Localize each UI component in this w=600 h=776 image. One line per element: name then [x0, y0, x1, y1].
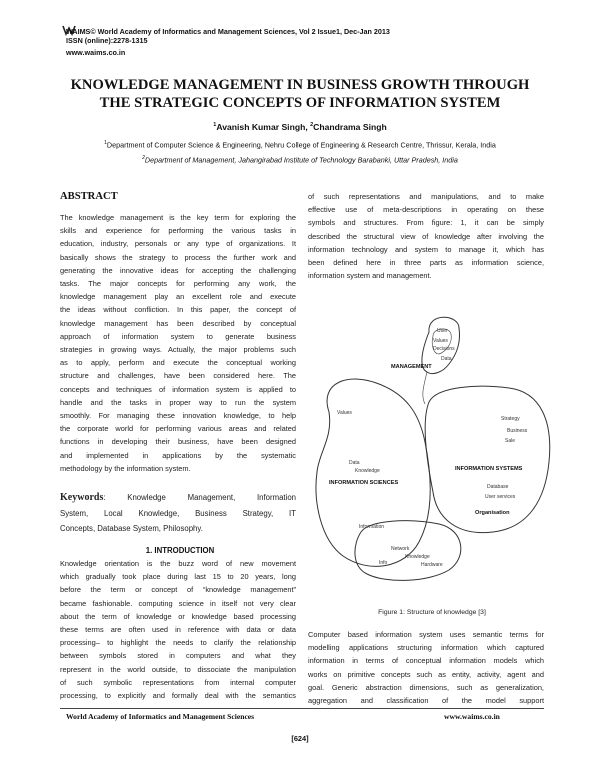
abstract-line: approach of information system to generate business — [60, 331, 296, 341]
abstract-line: handle and the tasks in proper way to run the system — [60, 397, 296, 407]
label-business: Business — [507, 428, 528, 434]
author-1-marker: 1 — [213, 122, 217, 129]
footer-rule — [60, 708, 544, 709]
intro-line: about the term of knowledge or knowledge based processing — [60, 611, 296, 621]
right-top-line: of such representations and manipulations, and to make — [308, 192, 544, 201]
right-top-line: been defined here in three parts as information science, — [308, 258, 544, 268]
label-management: MANAGEMENT — [391, 364, 432, 370]
right-top-line: information system and management. — [308, 271, 432, 281]
label-information-systems: INFORMATION SYSTEMS — [455, 466, 523, 472]
paper-title-line-1: KNOWLEDGE MANAGEMENT IN BUSINESS GROWTH THROUGH — [70, 77, 530, 93]
figure-caption: Figure 1: Structure of knowledge [3] — [378, 609, 486, 616]
keywords-line: System, Local Knowledge, Business Strategy, IT — [60, 508, 296, 518]
label-information: Information — [359, 524, 385, 530]
abstract-line: as to apply, perform and execute the conceptual working — [60, 358, 296, 368]
label-values-left: Values — [337, 410, 352, 416]
abstract-line: The knowledge management is the key term for exploring the — [60, 213, 296, 222]
abstract-line: knowledge management play an excellent role and execute — [60, 292, 296, 302]
intro-line: processing– to highlight the needs to clarify the relationship — [60, 638, 296, 648]
affiliation-2-text: Department of Management, Jahangirabad Institute of Technology Barabanki, Uttar Pradesh, India — [144, 155, 458, 165]
intro-line: these terms are often used in reference with data or data — [60, 625, 296, 635]
author-2-marker: 2 — [310, 122, 314, 129]
abstract-line: basically shows the strategy to process the further work and — [60, 252, 296, 262]
structure-of-knowledge-figure — [309, 292, 555, 592]
label-information-sciences: INFORMATION SCIENCES — [329, 480, 399, 486]
abstract-line: and implemented in applications by the systematic — [60, 450, 296, 460]
right-bottom-line: Computer based information system uses semantic terms for — [308, 630, 544, 639]
abstract-line: concepts and techniques of information system is applied to — [60, 384, 296, 394]
intro-line: between symbols stored in computers and what they — [60, 651, 296, 661]
abstract-body — [60, 211, 296, 475]
paper-title-line-2: THE STRATEGIC CONCEPTS OF INFORMATION SYSTEM — [99, 95, 501, 111]
author-1: Avanish Kumar Singh, — [216, 122, 311, 132]
right-top-line: information technology and system to manage it, which has — [308, 244, 544, 254]
intro-line: represent in the world outside, to dissociate the manipulation — [60, 664, 296, 674]
intro-line: of such symbolic representations from internal computer — [60, 677, 296, 687]
label-database: Database — [487, 484, 509, 490]
page-number: [624] — [291, 734, 309, 743]
author-2: Chandrama Singh — [313, 122, 387, 132]
author-list — [40, 122, 560, 132]
affiliation-1 — [40, 139, 560, 149]
right-column-intro-continued — [308, 190, 544, 282]
abstract-line: the ideas without confliction. In this paper, the concept of — [60, 305, 296, 315]
abstract-line: knowledge management has been described by conceptual — [60, 318, 296, 328]
label-knowledge-left: Knowledge — [355, 468, 380, 474]
introduction-body — [60, 557, 296, 702]
abstract-line: strategies in growing ways. Actually, the major problems such — [60, 345, 296, 355]
abstract-line: tasks. The major concepts for performing any work, the — [60, 279, 296, 289]
label-sale: Sale — [505, 438, 516, 444]
label-strategy: Strategy — [501, 416, 520, 422]
keywords-line: Concepts, Database System, Philosophy. — [60, 524, 203, 533]
right-bottom-line: goal. Generic abstraction dimensions, such as generalization, — [308, 682, 544, 692]
right-bottom-line: modelling applications structuring information which captured — [308, 643, 544, 653]
connector-line — [423, 372, 427, 404]
abstract-line: skills and experience for performing the various tasks in — [60, 226, 296, 236]
abstract-line: the corporate world for performing various areas and related — [60, 424, 296, 434]
abstract-line: generating the innovative ideas for accepting the challenging — [60, 265, 296, 275]
affiliation-2 — [40, 154, 560, 164]
right-bottom-line: aggregation and classification of the model support — [308, 696, 544, 706]
footer-publisher: World Academy of Informatics and Management Sciences — [66, 712, 255, 721]
affiliation-1-marker: 1 — [104, 140, 107, 146]
affiliation-1-text: Department of Computer Science & Engineering, Nehru College of Engineering & Research Centre, Thrissur, Kerala, India — [106, 140, 496, 150]
label-info: Info — [379, 560, 388, 566]
intro-line: processing, to explicitly and formally deal with the semantics — [60, 691, 296, 701]
label-user-services: User services — [485, 494, 516, 500]
intro-line: became fashionable. computing science in itself not very clear — [60, 598, 296, 608]
journal-header-line: WAIMS© World Academy of Informatics and Management Sciences, Vol 2 Issue1, Dec-Jan 2013 — [66, 27, 390, 36]
issn-line: ISSN (online):2278-1315 — [66, 36, 148, 45]
right-bottom-line: information in terms of conceptual information models which — [308, 656, 544, 666]
label-network: Network — [391, 546, 410, 552]
label-values: Values — [433, 338, 448, 344]
intro-line: which gradually took place during last 15 to 20 years, long — [60, 572, 296, 582]
intro-line: Knowledge orientation is the buzz word of new movement — [60, 559, 296, 568]
label-organisation: Organisation — [475, 510, 510, 516]
right-top-line: symbols and structures. From figure: 1, it can be simply — [308, 218, 544, 228]
label-decisions: Decisions — [433, 346, 455, 352]
label-data-top: Data — [441, 356, 452, 362]
keywords-label: Keywords — [60, 492, 104, 503]
intro-line: before the term or concept of “knowledge management” — [60, 585, 296, 595]
right-top-line: described the structural view of knowledge after involving the — [308, 231, 544, 241]
keywords-line: Knowledge Management, Information — [127, 493, 296, 502]
abstract-line: smoothly. For managing these innovation knowledge, to help — [60, 411, 296, 421]
right-bottom-line: works on primitive concepts such as entity, activity, agent and — [308, 669, 544, 679]
label-user: User — [437, 328, 448, 334]
right-top-line: effective use of meta-descriptions in operating on these — [308, 205, 544, 215]
keywords-block — [60, 490, 296, 537]
keywords-colon: : — [103, 493, 106, 502]
label-knowledge-core: Knowledge — [405, 554, 430, 560]
label-data-left: Data — [349, 460, 360, 466]
abstract-heading: ABSTRACT — [60, 191, 118, 202]
footer-url[interactable]: www.waims.co.in — [444, 712, 500, 721]
label-hardware: Hardware — [421, 562, 443, 568]
right-column-body — [308, 628, 544, 707]
journal-url[interactable]: www.waims.co.in — [66, 48, 126, 57]
abstract-line: education, industry, personals or any type of organizations. It — [60, 239, 296, 249]
abstract-line: methodology by the information system. — [60, 463, 191, 473]
abstract-line: structure and challenges, have been considered here. The — [60, 371, 296, 381]
affiliation-2-marker: 2 — [142, 155, 145, 161]
introduction-heading: 1. INTRODUCTION — [145, 546, 215, 555]
abstract-line: functions in developing their business, have been designed — [60, 437, 296, 447]
paper-title — [40, 76, 560, 112]
